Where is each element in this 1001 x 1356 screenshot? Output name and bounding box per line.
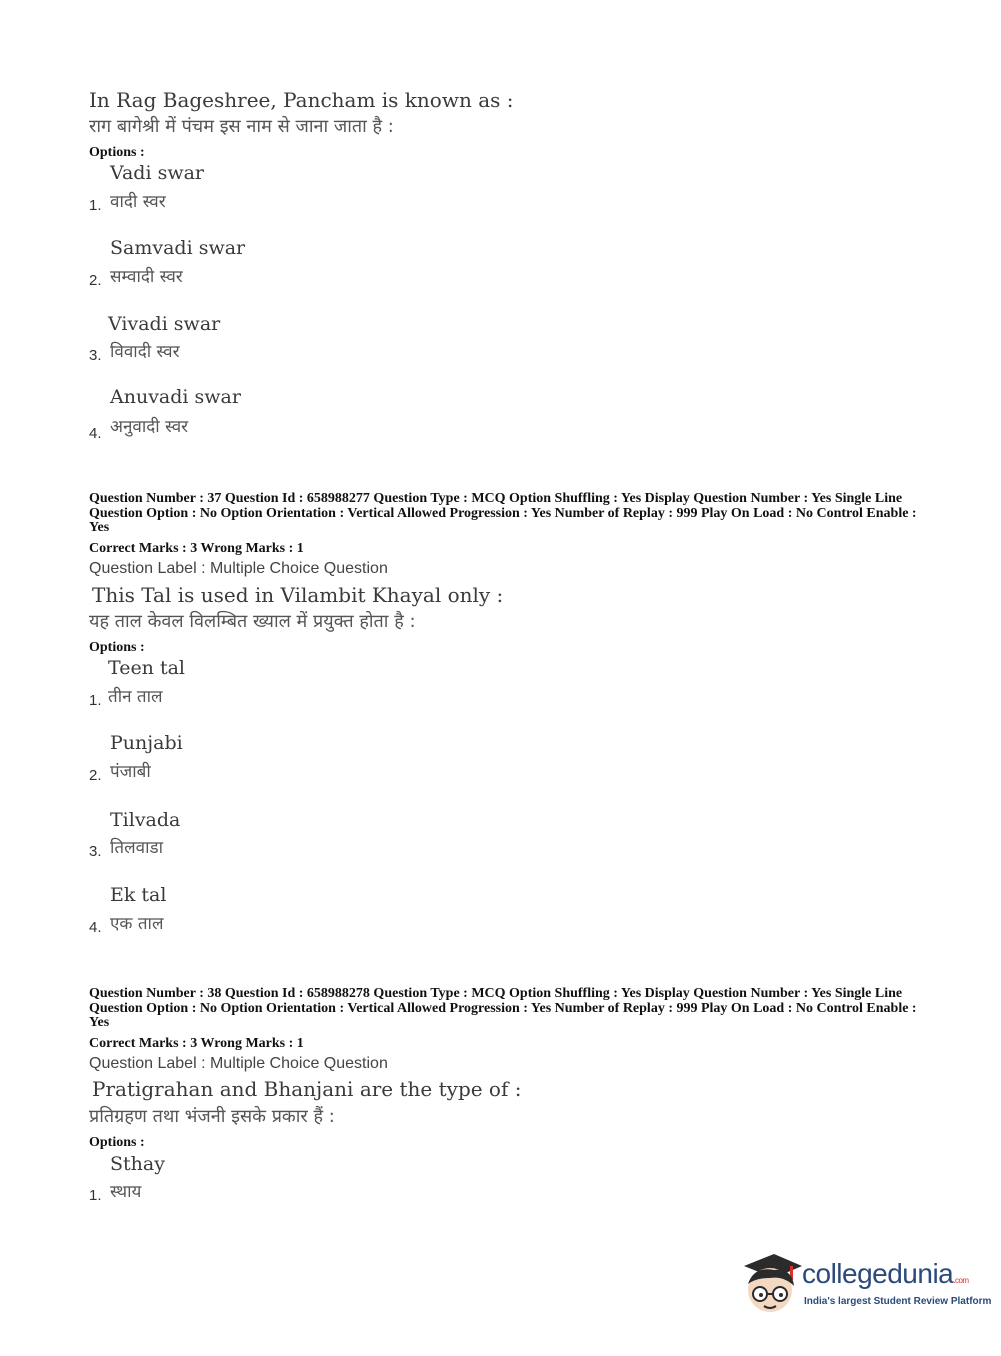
option-text-en: Anuvadi swar [110,386,241,408]
option-text-hi: सम्वादी स्वर [110,267,183,287]
question-text-en: In Rag Bageshree, Pancham is known as : [89,88,514,112]
marks-info: Correct Marks : 3 Wrong Marks : 1 [89,1036,304,1051]
option-text-en: Punjabi [110,732,183,754]
option-number: 2. [89,272,102,289]
option-number: 3. [89,347,102,364]
option-number: 1. [89,197,102,214]
brand-name [802,1258,969,1290]
option-text-hi: पंजाबी [110,762,151,782]
option-text-en: Sthay [110,1153,165,1175]
option-text-en: Vivadi swar [108,313,221,335]
question-text-en: This Tal is used in Vilambit Khayal only : [92,583,504,607]
options-label: Options : [89,640,145,655]
collegedunia-logo [740,1248,992,1318]
marks-info: Correct Marks : 3 Wrong Marks : 1 [89,541,304,556]
option-text-en: Ek tal [110,884,167,906]
question-label: Question Label : Multiple Choice Question [89,560,388,577]
option-text-hi: एक ताल [110,914,164,934]
question-meta: Question Number : 37 Question Id : 658988277 Question Type : MCQ Option Shuffling : Yes Display Question Number : Yes Single Line Question Option : No Option Orientation : Vertical Allowed Progression : Yes Number of Replay : 999 Play On Load : No Control Enable : Yes [89,491,917,535]
option-text-en: Teen tal [108,657,186,679]
option-number: 3. [89,843,102,860]
brand-suffix: .com [953,1276,969,1285]
option-text-hi: तिलवाडा [110,838,163,858]
option-text-hi: अनुवादी स्वर [110,417,189,437]
option-number: 2. [89,767,102,784]
option-number: 1. [89,1187,102,1204]
question-label: Question Label : Multiple Choice Question [89,1055,388,1072]
option-number: 4. [89,919,102,936]
brand-name-text: collegedunia [802,1258,954,1289]
question-text-hi: प्रतिग्रहण तथा भंजनी इसके प्रकार हैं : [89,1106,335,1127]
option-text-hi: तीन ताल [108,687,163,707]
option-text-en: Vadi swar [110,162,205,184]
question-text-hi: राग बागेश्री में पंचम इस नाम से जाना जाता है : [89,116,394,137]
options-label: Options : [89,145,145,160]
student-mascot-icon [740,1248,802,1318]
option-text-en: Samvadi swar [110,237,246,259]
option-text-hi: स्थाय [110,1182,142,1202]
question-text-hi: यह ताल केवल विलम्बित ख्याल में प्रयुक्त होता है : [89,611,416,632]
question-meta: Question Number : 38 Question Id : 658988278 Question Type : MCQ Option Shuffling : Yes Display Question Number : Yes Single Line Question Option : No Option Orientation : Vertical Allowed Progression : Yes Number of Replay : 999 Play On Load : No Control Enable : Yes [89,986,917,1030]
options-label: Options : [89,1135,145,1150]
option-text-hi: वादी स्वर [110,192,166,212]
question-text-en: Pratigrahan and Bhanjani are the type of : [92,1077,522,1101]
brand-tagline: India's largest Student Review Platform [804,1296,992,1307]
option-text-en: Tilvada [110,809,181,831]
option-text-hi: विवादी स्वर [110,342,180,362]
option-number: 1. [89,692,102,709]
option-number: 4. [89,425,102,442]
